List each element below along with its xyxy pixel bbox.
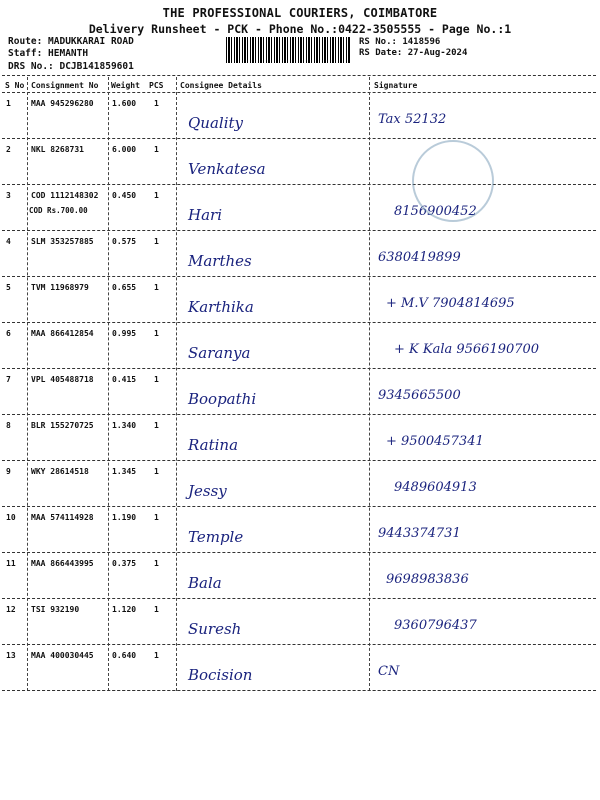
- row-sno: 3: [6, 191, 11, 200]
- row-consignment-no: COD 1112148302: [31, 191, 99, 200]
- row-sno: 5: [6, 283, 11, 292]
- row-consignment-no: TSI 932190: [31, 605, 80, 614]
- row-pcs: 1: [154, 375, 159, 384]
- row-consignment-no: MAA 945296280: [31, 99, 94, 108]
- row-consignment-no: BLR 155270725: [31, 421, 94, 430]
- col-header-consignee: Consignee Details: [180, 81, 262, 90]
- row-pcs: 1: [154, 283, 159, 292]
- row-pcs: 1: [154, 513, 159, 522]
- runsheet-company-title: THE PROFESSIONAL COURIERS, COIMBATORE: [162, 6, 438, 20]
- row-divider: [2, 322, 596, 323]
- signature-handwritten: + 9500457341: [386, 434, 484, 449]
- row-sno: 10: [6, 513, 16, 522]
- staff-label: Staff: HEMANTH: [8, 48, 89, 59]
- consignee-handwritten-name: Venkatesa: [188, 160, 266, 178]
- signature-handwritten: 9698983836: [386, 572, 469, 587]
- row-divider: [2, 184, 596, 185]
- row-weight: 1.345: [112, 467, 137, 476]
- consignee-handwritten-name: Marthes: [188, 252, 252, 270]
- rs-number: RS No.: 1418596: [359, 37, 441, 47]
- col-header-weight: Weight: [111, 81, 140, 90]
- row-pcs: 1: [154, 329, 159, 338]
- signature-handwritten: 8156900452: [394, 204, 477, 219]
- row-weight: 0.575: [112, 237, 137, 246]
- row-consignment-no: TVM 11968979: [31, 283, 89, 292]
- row-divider: [2, 460, 596, 461]
- row-sno: 13: [6, 651, 16, 660]
- col-header-consignment: Consignment No: [31, 81, 99, 90]
- col-header-pcs: PCS: [149, 81, 164, 90]
- row-divider: [2, 414, 596, 415]
- consignee-handwritten-name: Bocision: [188, 666, 253, 684]
- drs-number: DRS No.: DCJB141859601: [8, 61, 134, 72]
- row-divider: [2, 276, 596, 277]
- rs-date: RS Date: 27-Aug-2024: [359, 48, 468, 58]
- row-sno: 1: [6, 99, 11, 108]
- row-divider: [2, 644, 596, 645]
- row-weight: 1.600: [112, 99, 137, 108]
- row-divider: [2, 230, 596, 231]
- row-weight: 0.655: [112, 283, 137, 292]
- row-pcs: 1: [154, 651, 159, 660]
- consignee-handwritten-name: Ratina: [188, 436, 239, 454]
- row-consignment-no: MAA 400030445: [31, 651, 94, 660]
- signature-handwritten: Tax 52132: [378, 112, 447, 127]
- row-sno: 9: [6, 467, 11, 476]
- row-consignment-no: MAA 866443995: [31, 559, 94, 568]
- row-pcs: 1: [154, 467, 159, 476]
- consignee-handwritten-name: Karthika: [188, 298, 254, 316]
- row-divider: [2, 138, 596, 139]
- row-weight: 0.450: [112, 191, 137, 200]
- row-divider: [2, 552, 596, 553]
- row-weight: 6.000: [112, 145, 137, 154]
- row-pcs: 1: [154, 605, 159, 614]
- signature-handwritten: + K Kala 9566190700: [394, 342, 540, 357]
- row-pcs: 1: [154, 191, 159, 200]
- col-header-signature: Signature: [374, 81, 418, 90]
- row-weight: 0.640: [112, 651, 137, 660]
- signature-handwritten: 6380419899: [378, 250, 461, 265]
- row-consignment-no: WKY 28614518: [31, 467, 89, 476]
- row-consignment-no: SLM 353257885: [31, 237, 94, 246]
- row-pcs: 1: [154, 559, 159, 568]
- row-consignment-no: NKL 8268731: [31, 145, 84, 154]
- row-sno: 11: [6, 559, 16, 568]
- table-bottom-border: [2, 690, 596, 691]
- consignee-handwritten-name: Saranya: [188, 344, 251, 362]
- row-sno: 4: [6, 237, 11, 246]
- runsheet-subtitle: Delivery Runsheet - PCK - Phone No.:0422-3505555 - Page No.:1: [88, 22, 512, 36]
- row-divider: [2, 506, 596, 507]
- row-divider: [2, 368, 596, 369]
- consignee-handwritten-name: Suresh: [188, 620, 242, 638]
- row-sno: 6: [6, 329, 11, 338]
- row-consignment-no: MAA 866412854: [31, 329, 94, 338]
- signature-handwritten: CN: [378, 664, 400, 679]
- row-weight: 0.995: [112, 329, 137, 338]
- row-weight: 1.340: [112, 421, 137, 430]
- table-top-border: [2, 75, 596, 76]
- row-consignment-no: MAA 574114928: [31, 513, 94, 522]
- header-bottom-border: [2, 92, 596, 93]
- row-sno: 7: [6, 375, 11, 384]
- company-stamp: [412, 140, 494, 222]
- row-weight: 1.120: [112, 605, 137, 614]
- consignee-handwritten-name: Temple: [188, 528, 244, 546]
- signature-handwritten: 9489604913: [394, 480, 477, 495]
- col-header-sno: S No: [5, 81, 25, 90]
- consignee-handwritten-name: Bala: [188, 574, 222, 592]
- signature-handwritten: 9345665500: [378, 388, 461, 403]
- row-cod-amount: COD Rs.700.00: [29, 206, 88, 215]
- row-pcs: 1: [154, 99, 159, 108]
- row-divider: [2, 598, 596, 599]
- row-weight: 1.190: [112, 513, 137, 522]
- row-sno: 12: [6, 605, 16, 614]
- signature-handwritten: 9360796437: [394, 618, 477, 633]
- row-weight: 0.415: [112, 375, 137, 384]
- row-sno: 8: [6, 421, 11, 430]
- route-label: Route: MADUKKARAI ROAD: [8, 36, 134, 47]
- row-sno: 2: [6, 145, 11, 154]
- row-weight: 0.375: [112, 559, 137, 568]
- consignee-handwritten-name: Boopathi: [188, 390, 257, 408]
- consignee-handwritten-name: Quality: [188, 114, 243, 132]
- row-consignment-no: VPL 405488718: [31, 375, 94, 384]
- row-pcs: 1: [154, 145, 159, 154]
- barcode-image: [226, 37, 350, 63]
- consignee-handwritten-name: Hari: [188, 206, 222, 224]
- row-pcs: 1: [154, 421, 159, 430]
- signature-handwritten: 9443374731: [378, 526, 461, 541]
- signature-handwritten: + M.V 7904814695: [386, 296, 515, 311]
- row-pcs: 1: [154, 237, 159, 246]
- consignee-handwritten-name: Jessy: [188, 482, 227, 500]
